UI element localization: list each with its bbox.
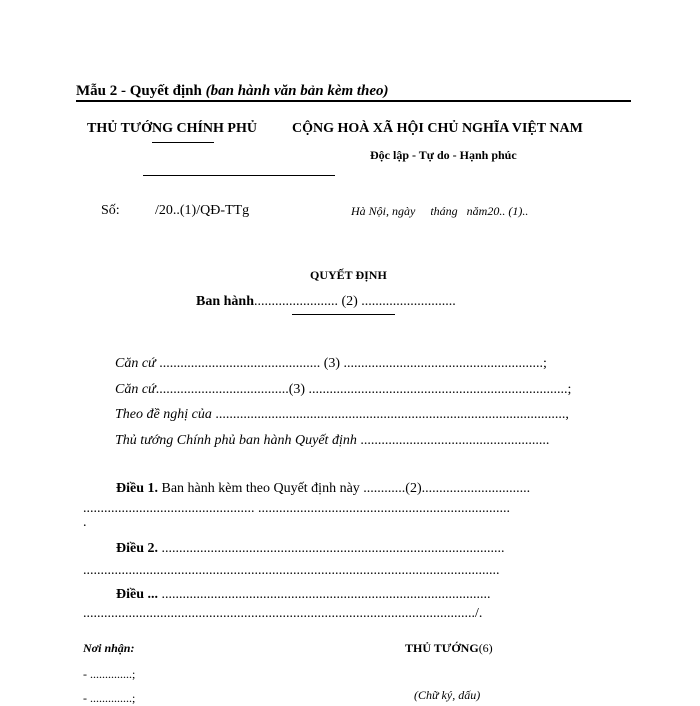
article-1-continuation-end: . [83, 515, 87, 530]
signer-note: (6) [478, 641, 493, 655]
agency-name: THỦ TƯỚNG CHÍNH PHỦ [87, 121, 257, 136]
preamble-text: .............................................. (3) .........................................................; [155, 356, 547, 371]
article-label: Điều 2. [116, 541, 158, 556]
form-label-text: Mẫu 2 - Quyết định [76, 83, 202, 99]
subject-rest: ........................ (2) ........................... [253, 294, 456, 309]
doc-type: QUYẾT ĐỊNH [310, 268, 387, 282]
doc-number-label: Số: [101, 203, 120, 218]
preamble-line-2 [115, 382, 571, 398]
article-1-continuation: ................................................. ........................................................................ [83, 501, 510, 516]
article-n-continuation: ................................................................................................................/. [83, 606, 483, 621]
preamble-line-4 [115, 433, 549, 449]
preamble-lead: Căn cứ [115, 356, 156, 371]
subject-underline [292, 314, 395, 315]
header-rule [76, 100, 631, 102]
preamble-lead: Theo đề nghị của [115, 407, 212, 422]
country-name: CỘNG HOÀ XÃ HỘI CHỦ NGHĨA VIỆT NAM [292, 121, 583, 136]
article-2-continuation: ....................................................................................................................... [83, 563, 500, 578]
doc-number-value: /20..(1)/QĐ-TTg [155, 203, 250, 218]
subject-prefix: Ban hành [196, 294, 254, 309]
preamble-text: ...................................................... [356, 433, 550, 448]
form-label [76, 83, 389, 100]
signature-hint: (Chữ ký, dấu) [414, 688, 481, 702]
article-text: Ban hành kèm theo Quyết định này ............(2)............................... [158, 481, 531, 496]
article-label: Điều ... [116, 587, 158, 602]
agency-underline [152, 142, 214, 143]
preamble-lead: Thủ tướng Chính phủ ban hành Quyết định [115, 433, 357, 448]
preamble-line-3 [115, 407, 569, 423]
national-motto: Độc lập - Tự do - Hạnh phúc [370, 148, 517, 162]
article-text: .................................................................................................. [158, 541, 505, 556]
preamble-lead: Căn cứ [115, 382, 156, 397]
doc-subject [196, 294, 456, 310]
article-text: .............................................................................................. [158, 587, 491, 602]
preamble-text: ...................................................................................................., [211, 407, 569, 422]
article-label: Điều 1. [116, 481, 158, 496]
preamble-text: ......................................(3) ..........................................................................; [155, 382, 572, 397]
motto-underline [143, 175, 335, 176]
article-1 [116, 481, 530, 497]
signer-block [405, 641, 493, 656]
form-label-italic: (ban hành văn bản kèm theo) [205, 83, 389, 99]
recipients-label: Nơi nhận: [83, 641, 135, 655]
preamble-line-1 [115, 356, 547, 372]
article-2 [116, 541, 505, 557]
place-date: Hà Nội, ngày tháng năm20.. (1).. [351, 204, 529, 218]
article-n [116, 587, 491, 603]
recipient-item: - ..............; [83, 667, 136, 681]
signer-title: THỦ TƯỚNG [405, 641, 479, 655]
recipient-item: - ..............; [83, 691, 136, 705]
